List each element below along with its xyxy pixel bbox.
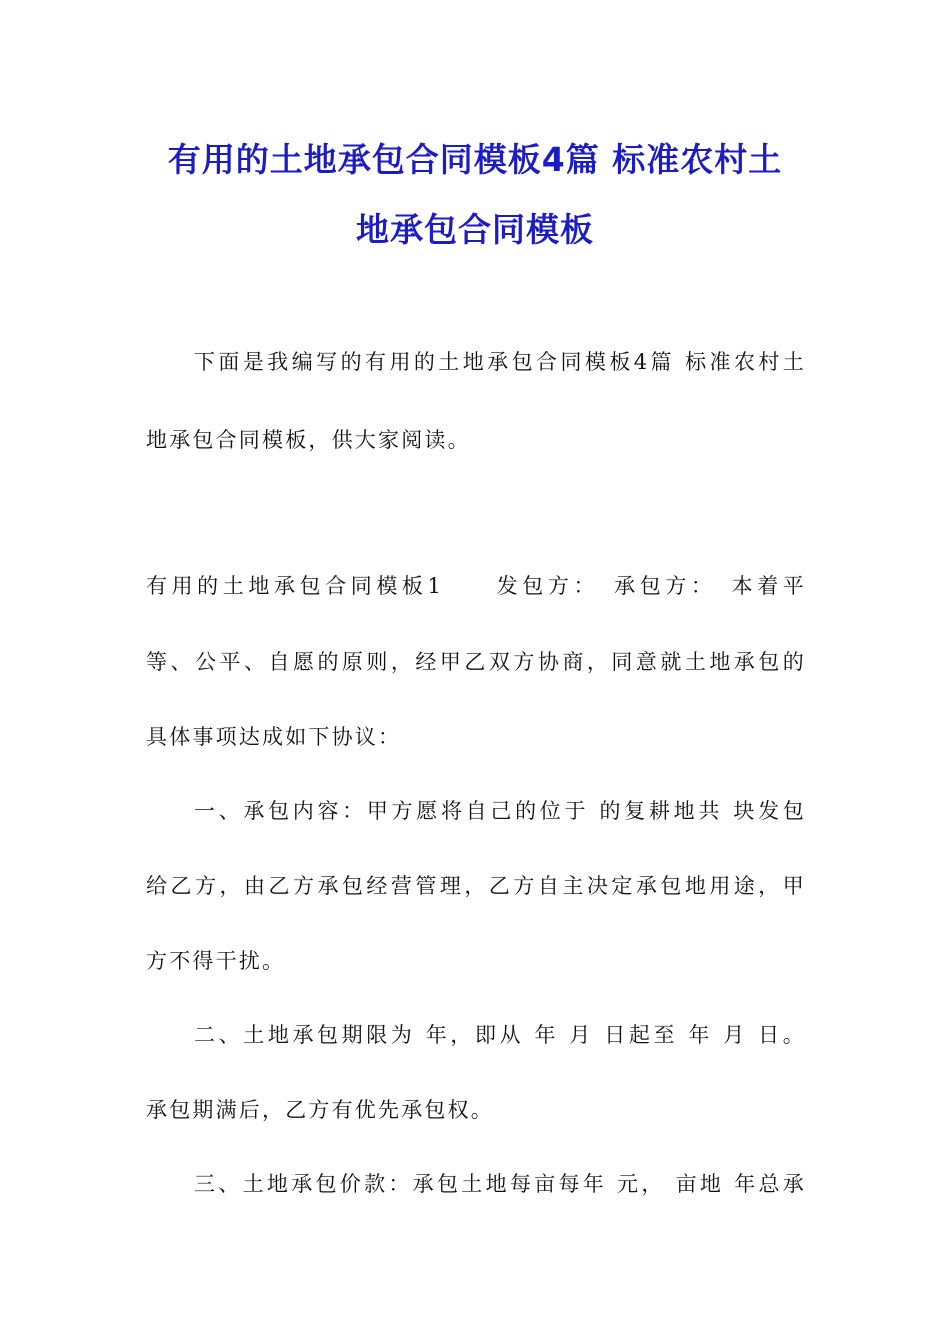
intro-line-2: 地承包合同模板，供大家阅读。: [146, 428, 471, 452]
clause-1-line-2: 给乙方，由乙方承包经营管理，乙方自主决定承包地用途，甲: [146, 874, 806, 898]
contract-1-line-1: 有用的土地承包合同模板1 发包方： 承包方： 本着平: [146, 574, 806, 598]
contract-1-line-2: 等、公平、自愿的原则，经甲乙双方协商，同意就土地承包的: [146, 650, 806, 674]
clause-3-line-1: 三、土地承包价款：承包土地每亩每年 元， 亩地 年总承: [194, 1172, 806, 1196]
intro-line-1: 下面是我编写的有用的土地承包合同模板4篇 标准农村土: [194, 350, 806, 374]
clause-2-line-1: 二、土地承包期限为 年，即从 年 月 日起至 年 月 日。: [194, 1023, 806, 1047]
document-title-line-2: 地承包合同模板: [356, 210, 594, 249]
clause-1-line-3: 方不得干扰。: [146, 949, 286, 973]
contract-1-line-3: 具体事项达成如下协议：: [146, 725, 402, 749]
clause-2-line-2: 承包期满后，乙方有优先承包权。: [146, 1098, 494, 1122]
document-title-line-1: 有用的土地承包合同模板4篇 标准农村土: [167, 140, 783, 179]
clause-1-line-1: 一、承包内容：甲方愿将自己的位于 的复耕地共 块发包: [194, 799, 806, 823]
